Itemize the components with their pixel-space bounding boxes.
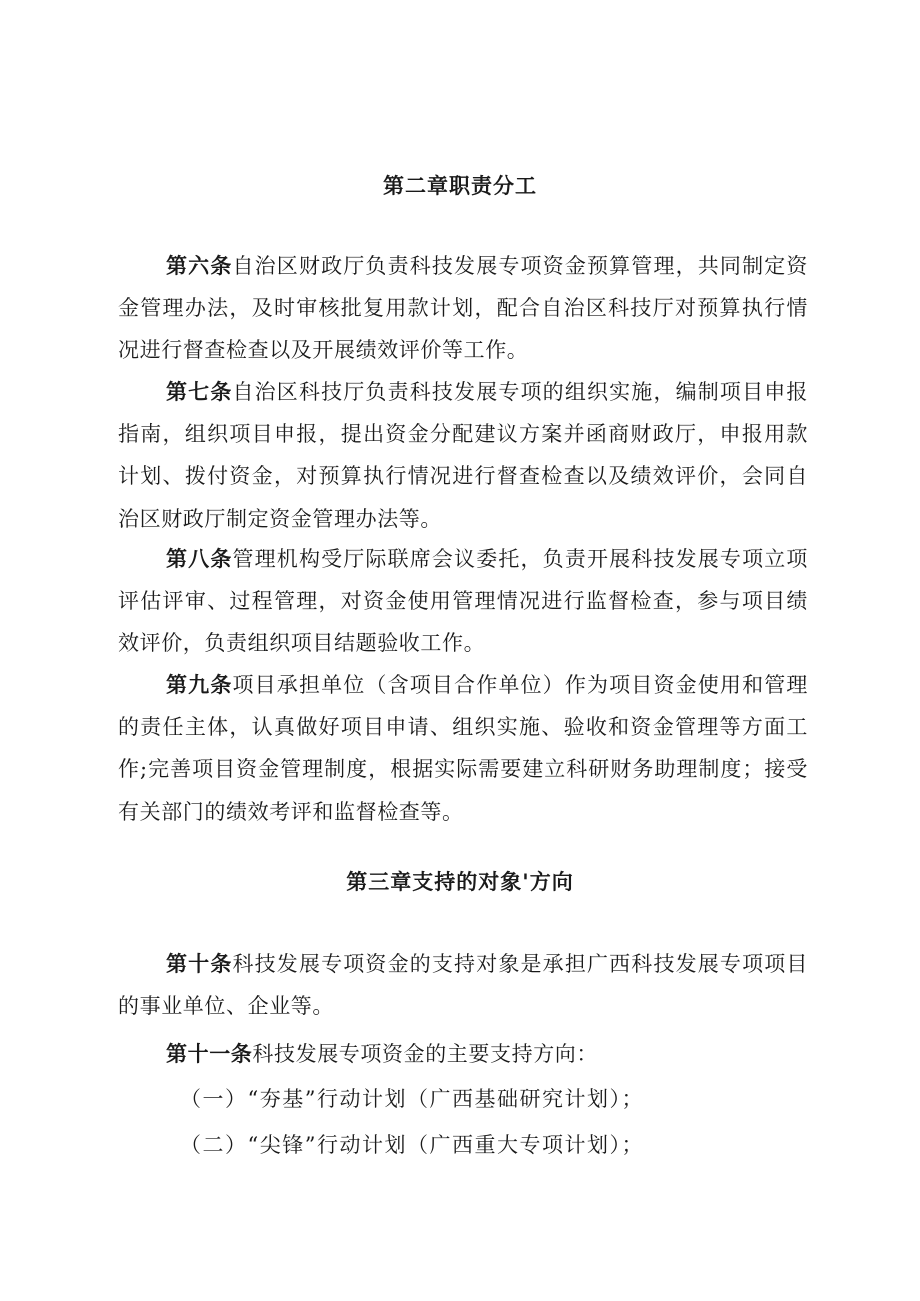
- article-8: [118, 538, 808, 665]
- article-9-text: 项目承担单位（含项目合作单位）作为项目资金使用和管理的责任主体，认真做好项目申请、组织实施、验收和资金管理等方面工作;完善项目资金管理制度，根据实际需要建立科研财务助理制度；接受有关部门的绩效考评和监督检查等。: [118, 673, 808, 824]
- article-7: [118, 371, 808, 540]
- article-8-text: 管理机构受厅际联席会议委托，负责开展科技发展专项立项评估评审、过程管理，对资金使用管理情况进行监督检查，参与项目绩效评价，负责组织项目结题验收工作。: [118, 547, 808, 656]
- direction-item-2: （二）“尖锋”行动计划（广西重大专项计划）；: [180, 1133, 644, 1157]
- article-6: [118, 245, 808, 372]
- chapter-3-title: 第三章支持的对象'方向: [346, 870, 574, 894]
- article-9: [118, 664, 808, 833]
- article-7-text: 自治区科技厅负责科技发展专项的组织实施，编制项目申报指南，组织项目申报，提出资金分配建议方案并函商财政厅，申报用款计划、拨付资金，对预算执行情况进行督查检查以及绩效评价，会同自治区财政厅制定资金管理办法等。: [118, 380, 808, 531]
- article-11-label: 第十一条: [166, 1042, 253, 1066]
- article-6-label: 第六条: [166, 254, 233, 278]
- article-7-label: 第七条: [166, 380, 233, 404]
- article-9-label: 第九条: [166, 673, 233, 697]
- article-11: [118, 1033, 808, 1075]
- article-10: [118, 943, 808, 1027]
- article-10-text: 科技发展专项资金的支持对象是承担广西科技发展专项项目的事业单位、企业等。: [118, 952, 808, 1019]
- article-8-label: 第八条: [166, 547, 233, 571]
- article-10-label: 第十条: [166, 952, 233, 976]
- article-6-text: 自治区财政厅负责科技发展专项资金预算管理，共同制定资金管理办法，及时审核批复用款计划，配合自治区科技厅对预算执行情况进行督查检查以及开展绩效评价等工作。: [118, 254, 808, 363]
- article-11-text: 科技发展专项资金的主要支持方向：: [252, 1042, 599, 1066]
- chapter-2-title: 第二章职责分工: [383, 174, 537, 198]
- direction-item-1: （一）“夯基”行动计划（广西基础研究计划）；: [180, 1087, 644, 1111]
